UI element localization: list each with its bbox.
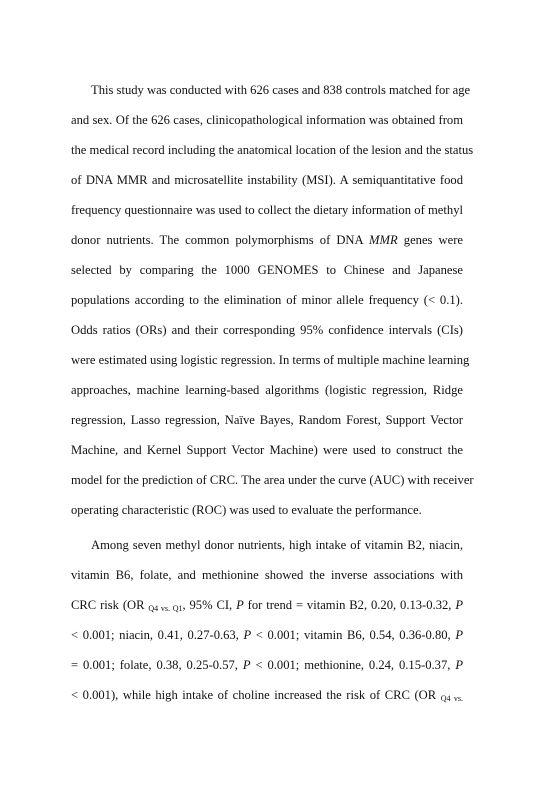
paragraph-line: and sex. Of the 626 cases, clinicopathological information was obtained from [71,113,463,127]
paragraph-line [71,233,463,247]
paragraph-line: Among seven methyl donor nutrients, high intake of vitamin B2, niacin, [91,538,463,552]
paragraph-line: frequency questionnaire was used to collect the dietary information of methyl [71,203,463,217]
paragraph-line: approaches, machine learning-based algorithms (logistic regression, Ridge [71,383,463,397]
paragraph-line: Machine, and Kernel Support Vector Machine) were used to construct the [71,443,463,457]
paragraph-line: of DNA MMR and microsatellite instability (MSI). A semiquantitative food [71,173,463,187]
paragraph-line: populations according to the elimination of minor allele frequency (< 0.1). [71,293,463,307]
paragraph-line: were estimated using logistic regression. In terms of multiple machine learning [71,353,470,367]
paragraph-line: model for the prediction of CRC. The area under the curve (AUC) with receiver [71,473,474,487]
paragraph-line: CRC risk (OR $_{Q4 vs. Q1}$, 95% CI, P for trend = vitamin B2, 0.20, 0.13-0.32, P [71,598,464,613]
paragraph-line: This study was conducted with 626 cases and 838 controls matched for age [91,83,471,97]
text-run: genes were [397,233,463,247]
paragraph-line: operating characteristic (ROC) was used to evaluate the performance. [71,503,422,517]
paragraph-line: < 0.001), while high intake of choline increased the risk of CRC (OR $_{Q4 vs.}$ [71,688,463,703]
text-run: donor nutrients. The common polymorphisms of DNA [71,233,370,247]
paragraph-line: = 0.001; folate, 0.38, 0.25-0.57, P < 0.001; methionine, 0.24, 0.15-0.37, P [71,658,464,672]
paragraph-line: < 0.001; niacin, 0.41, 0.27-0.63, P < 0.001; vitamin B6, 0.54, 0.36-0.80, P [71,628,464,642]
italic-gene-term: MMR [369,233,398,247]
paragraph-line: Odds ratios (ORs) and their corresponding 95% confidence intervals (CIs) [71,323,463,337]
paragraph-line: selected by comparing the 1000 GENOMES to Chinese and Japanese [71,263,463,277]
paragraph-line: regression, Lasso regression, Naïve Bayes, Random Forest, Support Vector [71,413,463,427]
paragraph-line: the medical record including the anatomical location of the lesion and the status [71,143,474,157]
paragraph-line: vitamin B6, folate, and methionine showed the inverse associations with [71,568,463,582]
